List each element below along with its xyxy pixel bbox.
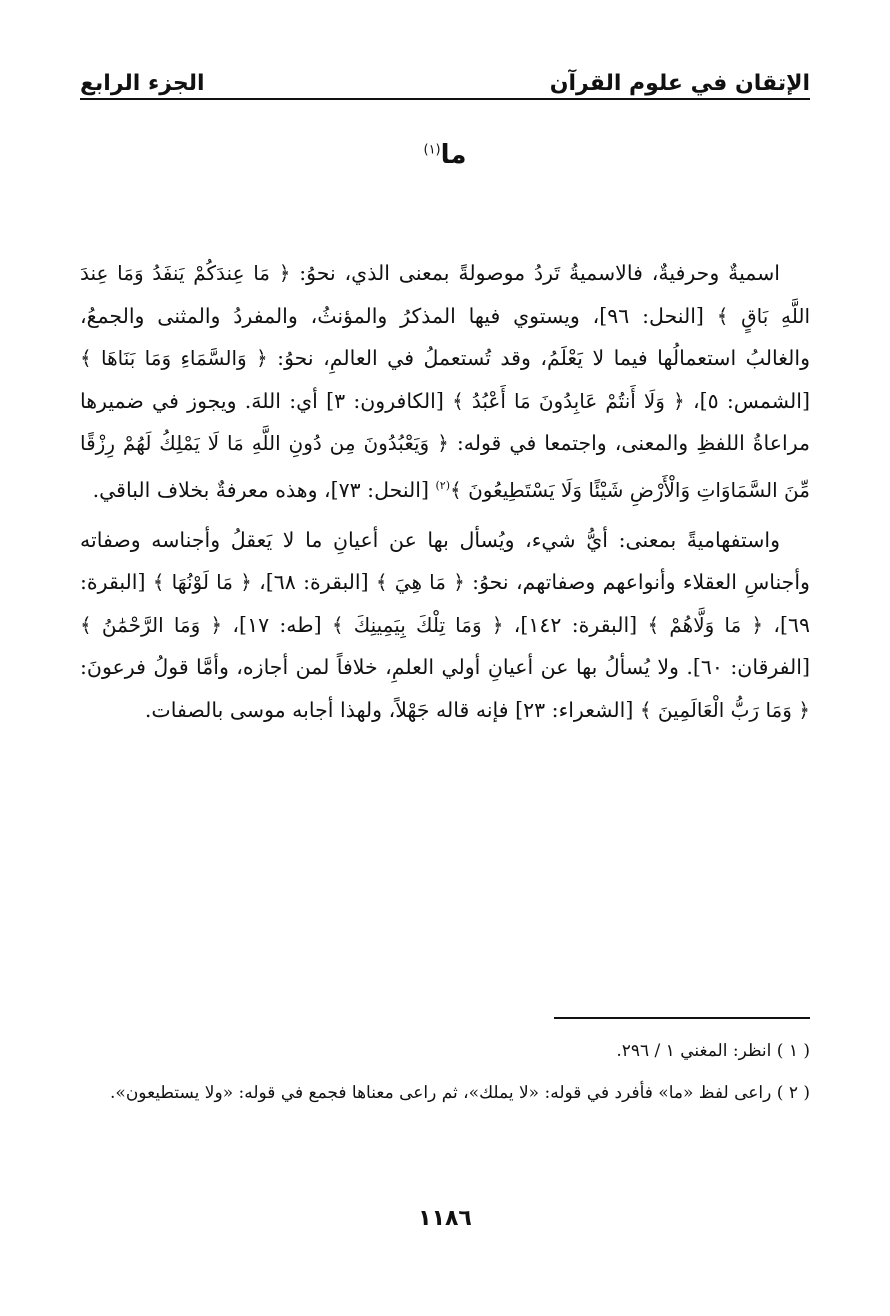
book-title: الإتقان في علوم القرآن: [549, 71, 810, 96]
quran-verse: ﴿ مَا هِيَ ﴾: [375, 570, 465, 595]
quran-verse: ﴿ وَمَا الرَّحْمَٰنُ ﴾: [80, 612, 223, 637]
section-footnote-marker: (١): [423, 142, 441, 158]
quran-verse: ﴿ وَالسَّمَاءِ وَمَا بَنَاهَا ﴾: [80, 346, 268, 370]
running-header: [80, 56, 810, 96]
body-text-segment: واستفهاميةً بمعنى: أيُّ شيء، ويُسأل بها عن أعيانِ ما لا يَعقلُ وأجناسه وصفاته وأجناسِ العقلاء وأنواعهم وصفاتهم، نحوُ:: [80, 527, 810, 595]
quran-verse: ﴿ مَا عِندَكُمْ يَنفَدُ وَمَا عِندَ اللَّهِ بَاقٍ ﴾: [80, 261, 810, 328]
footnote-1: ( ١ ) انظر: المغني ١ / ٢٩٦.: [616, 1041, 810, 1061]
body-text-segment: [البقرة: ٦٨]،: [251, 570, 376, 595]
body-text-segment: [الفرقان: ٦٠]. ولا يُسألُ بها عن أعيانِ أولي العلمِ، خلافاً لمن أجازه، وأمَّا قولُ فرعونَ:: [80, 655, 810, 680]
page-number: ١١٨٦: [418, 1206, 472, 1231]
footnote-2: ( ٢ ) راعى لفظ «ما» فأفرد في قوله: «لا يملك»، ثم راعى معناها فجمع في قوله: «ولا يستطيعون».: [110, 1083, 810, 1103]
body-text: [80, 252, 810, 731]
section-title: ما: [440, 140, 467, 170]
part-label: الجزء الرابع: [80, 71, 205, 96]
body-text-segment: [النحل: ٧٣]، وهذه معرفةٌ بخلاف الباقي.: [92, 477, 436, 502]
body-text-segment: اسميةٌ وحرفيةٌ، فالاسميةُ تَردُ موصولةً بمعنى الذي، نحوُ:: [290, 261, 780, 285]
quran-verse: ﴿ وَلَا أَنتُمْ عَابِدُونَ مَا أَعْبُدُ ﴾: [452, 388, 685, 413]
footnotes: [80, 1032, 810, 1112]
paragraph-interrogative: [80, 519, 810, 732]
paragraph-relative: [80, 252, 810, 511]
body-text-segment: [الشمس: ٥]،: [684, 388, 810, 413]
body-text-segment: [البقرة: ١٤٢]،: [503, 612, 648, 637]
quran-verse: ﴿ وَيَعْبُدُونَ مِن دُونِ اللَّهِ مَا لَا يَمْلِكُ لَهُمْ رِزْقًا مِّنَ السَّمَاوَاتِ وَالْأَرْضِ شَيْئًا وَلَا يَسْتَطِيعُونَ ﴾: [80, 431, 810, 502]
quran-verse: ﴿ مَا لَوْنُهَا ﴾: [152, 570, 252, 595]
body-text-segment: [البقرة: ٦٩]،: [80, 570, 811, 637]
section-heading: [80, 140, 810, 170]
body-text-segment: [الكافرون: ٣] أي: اللهَ. ويجوز في ضميرها مراعاةُ اللفظِ والمعنى، واجتمعا في قوله:: [80, 388, 810, 455]
quran-verse: ﴿ وَمَا تِلْكَ بِيَمِينِكَ ﴾: [331, 612, 504, 637]
footnote-divider: [554, 1017, 810, 1019]
body-text-segment: [طه: ١٧]،: [222, 612, 332, 637]
quran-verse: ﴿ مَا وَلَّاهُمْ ﴾: [647, 612, 764, 637]
body-text-segment: [الشعراء: ٢٣] فإنه قاله جَهْلاً، ولهذا أجابه موسى بالصفات.: [144, 697, 640, 722]
footnote-reference: (٢): [435, 478, 450, 492]
header-divider: [80, 98, 810, 100]
quran-verse: ﴿ وَمَا رَبُّ الْعَالَمِينَ ﴾: [639, 697, 810, 722]
body-text-segment: [النحل: ٩٦]، ويستوي فيها المذكرُ والمؤنثُ، والمفردُ والمثنى والجمعُ، والغالبُ استعمالُها فيما لا يَعْلَمُ، وقد تُستعملُ في العالمِ، نحوُ:: [80, 303, 810, 370]
